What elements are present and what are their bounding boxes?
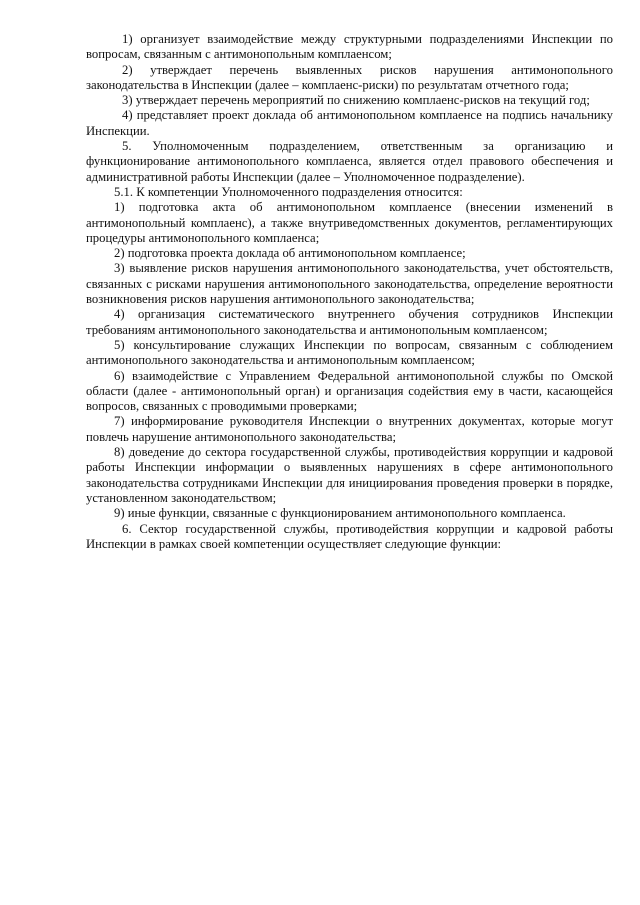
paragraph-7: 1) подготовка акта об антимонопольном комплаенсе (внесении изменений в антимонопольный комплаенс), а также внутриведомственных документов, регламентирующих процедуры антимонопольного комплаенса; [86, 200, 613, 245]
paragraph-11: 5) консультирование служащих Инспекции по вопросам, связанным с соблюдением антимонопольного законодательства и антимонопольным комплаенсом; [86, 337, 613, 368]
document-page [86, 32, 613, 552]
paragraph-12: 6) взаимодействие с Управлением Федеральной антимонопольной службы по Омской области (далее - антимонопольный орган) и организация содействия ему в части, касающейся вопросов, связанных с проводимыми проверками; [86, 368, 613, 414]
paragraph-2: 2) утверждает перечень выявленных рисков нарушения антимонопольного законодательства в Инспекции (далее – комплаенс-риски) по результатам отчетного года; [86, 62, 613, 92]
paragraph-10: 4) организация систематического внутреннего обучения сотрудников Инспекции требованиям антимонопольного законодательства и антимонопольным комплаенсом; [86, 307, 613, 337]
paragraph-9: 3) выявление рисков нарушения антимонопольного законодательства, учет обстоятельств, связанных с рисками нарушения антимонопольного законодательства, определение вероятности возникновения рисков нарушения антимонопольного законодательства; [86, 261, 613, 307]
paragraph-5-1: 5.1. К компетенции Уполномоченного подразделения относится: [114, 184, 463, 199]
paragraph-13: 7) информирование руководителя Инспекции о внутренних документах, которые могут повлечь нарушение антимонопольного законодательства; [86, 414, 613, 444]
paragraph-3: 3) утверждает перечень мероприятий по снижению комплаенс-рисков на текущий год; [122, 93, 590, 108]
paragraph-5: 5. Уполномоченным подразделением, ответственным за организацию и функционирование антимонопольного комплаенса, является отдел правового обеспечения и административной работы Инспекции (далее – Уполномоченное подразделение). [86, 139, 613, 184]
paragraph-8: 2) подготовка проекта доклада об антимонопольном комплаенсе; [114, 246, 466, 261]
paragraph-16: 6. Сектор государственной службы, противодействия коррупции и кадровой работы Инспекции в рамках своей компетенции осуществляет следующие функции: [86, 521, 613, 551]
paragraph-4: 4) представляет проект доклада об антимонопольном комплаенсе на подпись начальнику Инспекции. [86, 108, 613, 138]
paragraph-15: 9) иные функции, связанные с функционированием антимонопольного комплаенса. [114, 506, 566, 521]
paragraph-14: 8) доведение до сектора государственной службы, противодействия коррупции и кадровой работы Инспекции информации о выявленных нарушениях в сфере антимонопольного законодательства сотрудниками Инспекции для инициирования проведения проверки в порядке, установленном законодательством; [86, 445, 613, 505]
paragraph-1: 1) организует взаимодействие между структурными подразделениями Инспекции по вопросам, связанным с антимонопольным комплаенсом; [86, 32, 613, 62]
